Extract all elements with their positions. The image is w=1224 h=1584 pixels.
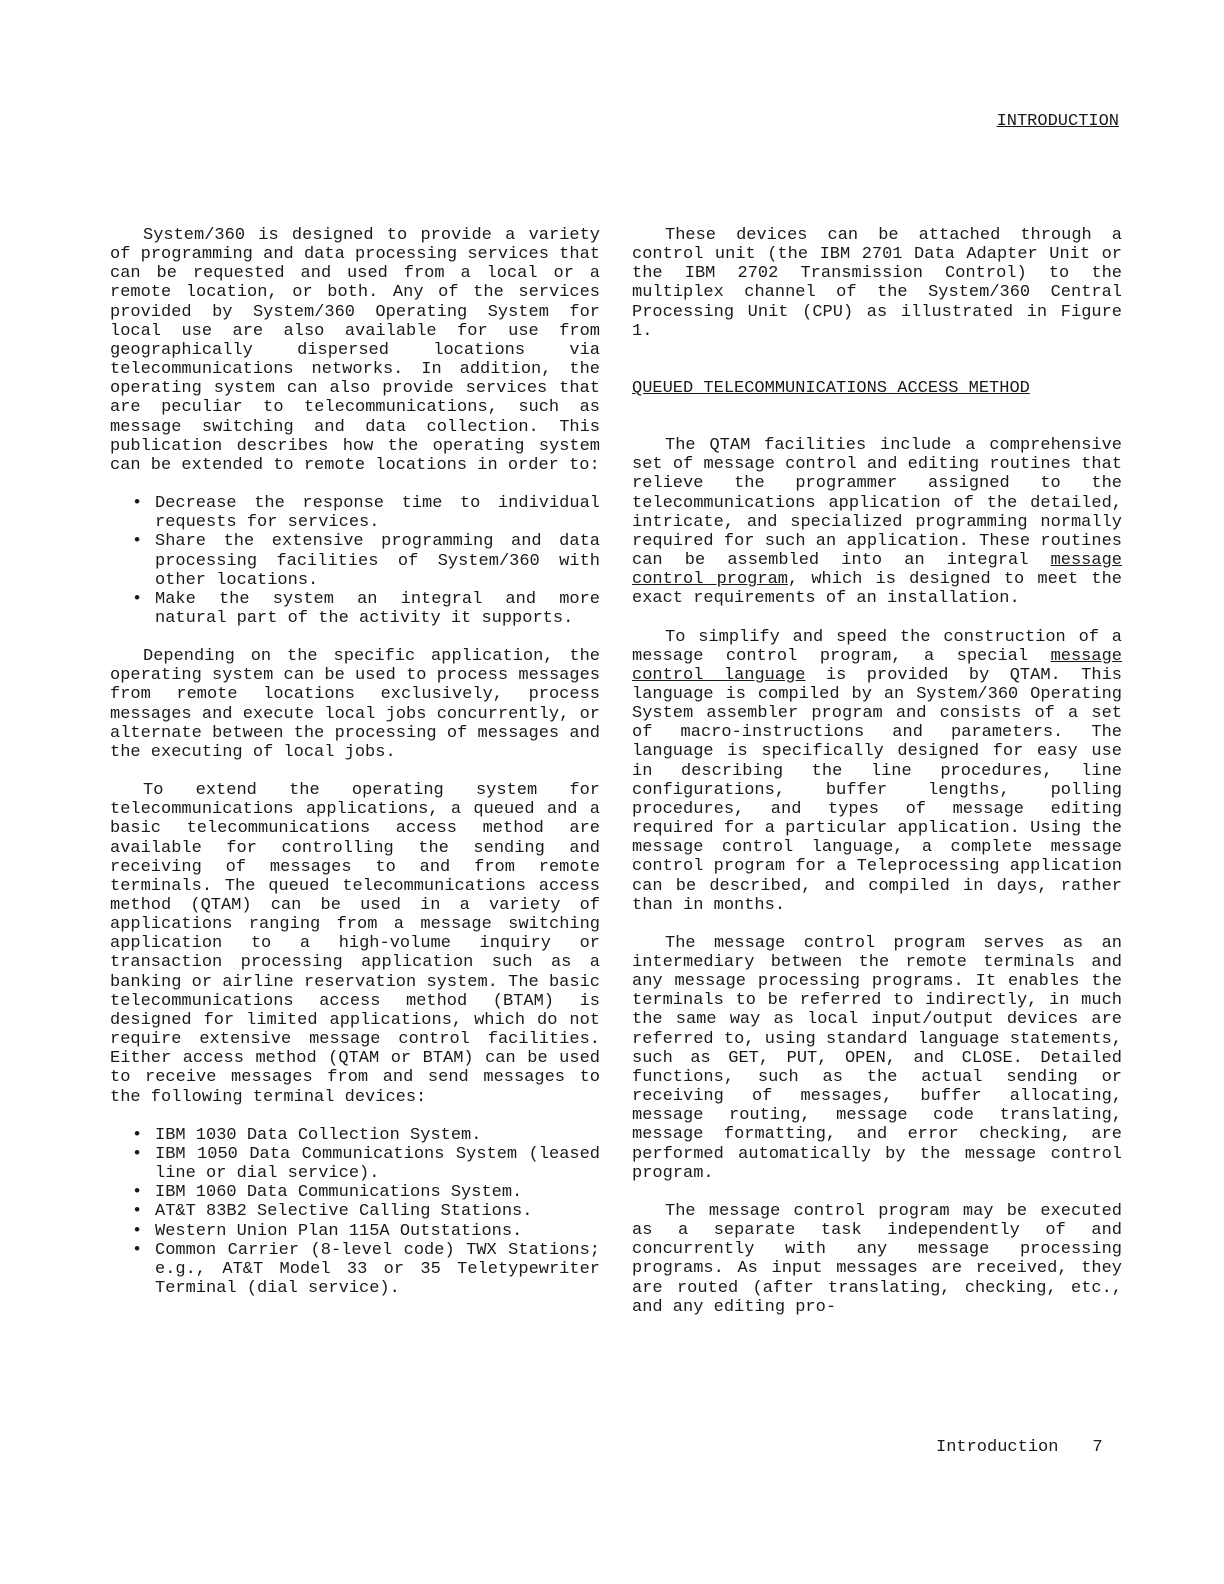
list-item: • Western Union Plan 115A Outstations. xyxy=(110,1222,600,1241)
term-message-control-program: message control program xyxy=(632,551,1122,590)
list-item: • Make the system an integral and more natural part of the activity it supports. xyxy=(110,590,600,628)
left-column xyxy=(110,226,600,1317)
terminal-devices-list xyxy=(110,1126,600,1298)
running-header: INTRODUCTION xyxy=(996,112,1119,131)
task-paragraph: The message control program may be executed as a separate task independently of and concurrently with any message processing programs. As input messages are received, they are routed (after translating, checking, etc., and any editing pro- xyxy=(632,1201,1122,1317)
page-footer xyxy=(936,1438,1103,1457)
term-message-control-language: message control language xyxy=(632,646,1122,685)
list-item: • IBM 1030 Data Collection System. xyxy=(110,1126,600,1145)
list-item: • IBM 1050 Data Communications System (leased line or dial service). xyxy=(110,1145,600,1183)
list-item: • IBM 1060 Data Communications System. xyxy=(110,1183,600,1202)
text-run: is provided by QTAM. This language is compiled by an System/360 Operating System assembler program and consists of a set of macro-instructions and parameters. The language is specifically designed for easy use in describing the line procedures, line configurations, buffer lengths, polling procedures, and types of message editing required for a particular application. Using the message control language, a complete message control program for a Teleprocessing application can be described, and compiled in days, rather than in months. xyxy=(632,665,1122,915)
list-item: • Common Carrier (8-level code) TWX Stations; e.g., AT&T Model 33 or 35 Teletypewriter Terminal (dial service). xyxy=(110,1241,600,1298)
list-item: • Decrease the response time to individual requests for services. xyxy=(110,494,600,532)
intermediary-paragraph: The message control program serves as an intermediary between the remote terminals and any message processing programs. It enables the terminals to be referred to indirectly, in much the same way as local input/output devices are referred to, using standard language statements, such as GET, PUT, OPEN, and CLOSE. Detailed functions, such as the actual sending or receiving of messages, buffer allocating, message routing, message code translating, message formatting, and error checking, are performed automatically by the message control program. xyxy=(632,933,1122,1183)
text-run: , which is designed to meet the exact requirements of an installation. xyxy=(632,570,1122,609)
intro-paragraph: System/360 is designed to provide a variety of programming and data processing services that can be requested and used from a local or a remote location, or both. Any of the services provided by System/360 Operating System for local use are also available for use from geographically dispersed locations via telecommunications networks. In addition, the operating system can also provide services that are peculiar to telecommunications, such as message switching and data collection. This publication describes how the operating system can be extended to remote locations in order to: xyxy=(110,226,600,475)
right-column xyxy=(632,226,1122,1336)
list-item: • Share the extensive programming and data processing facilities of System/360 with other locations. xyxy=(110,532,600,589)
text-run: The QTAM facilities include a comprehensive set of message control and editing routines that relieve the programmer assigned to the telecommunications application of the detailed, intricate, and specialized programming normally required for such an application. These routines can be assembled into an integral xyxy=(632,436,1122,571)
list-item: • AT&T 83B2 Selective Calling Stations. xyxy=(110,1202,600,1221)
benefits-list xyxy=(110,494,600,628)
control-language-paragraph xyxy=(632,628,1122,915)
devices-paragraph: These devices can be attached through a control unit (the IBM 2701 Data Adapter Unit or the IBM 2702 Transmission Control) to the multiplex channel of the System/360 Central Processing Unit (CPU) as illustrated in Figure 1. xyxy=(632,226,1122,341)
qtam-facilities-paragraph xyxy=(632,436,1122,608)
text-run: To simplify and speed the construction of a message control program, a special xyxy=(632,627,1122,666)
application-paragraph: Depending on the specific application, the operating system can be used to process messages from remote locations exclusively, process messages and execute local jobs concurrently, or alternate between the processing of messages and the executing of local jobs. xyxy=(110,647,600,762)
footer-label: Introduction xyxy=(936,1438,1059,1457)
section-title: QUEUED TELECOMMUNICATIONS ACCESS METHOD xyxy=(632,378,1030,398)
page-number: 7 xyxy=(1092,1438,1103,1457)
access-method-paragraph: To extend the operating system for telecommunications applications, a queued and a basic telecommunications access method are available for controlling the sending and receiving of messages to and from remote terminals. The queued telecommunications access method (QTAM) can be used in a variety of applications ranging from a message switching application to a high-volume inquiry or transaction processing application such as a banking or airline reservation system. The basic telecommunications access method (BTAM) is designed for limited applications, which do not require extensive message control facilities. Either access method (QTAM or BTAM) can be used to receive messages from and send messages to the following terminal devices: xyxy=(110,781,600,1107)
